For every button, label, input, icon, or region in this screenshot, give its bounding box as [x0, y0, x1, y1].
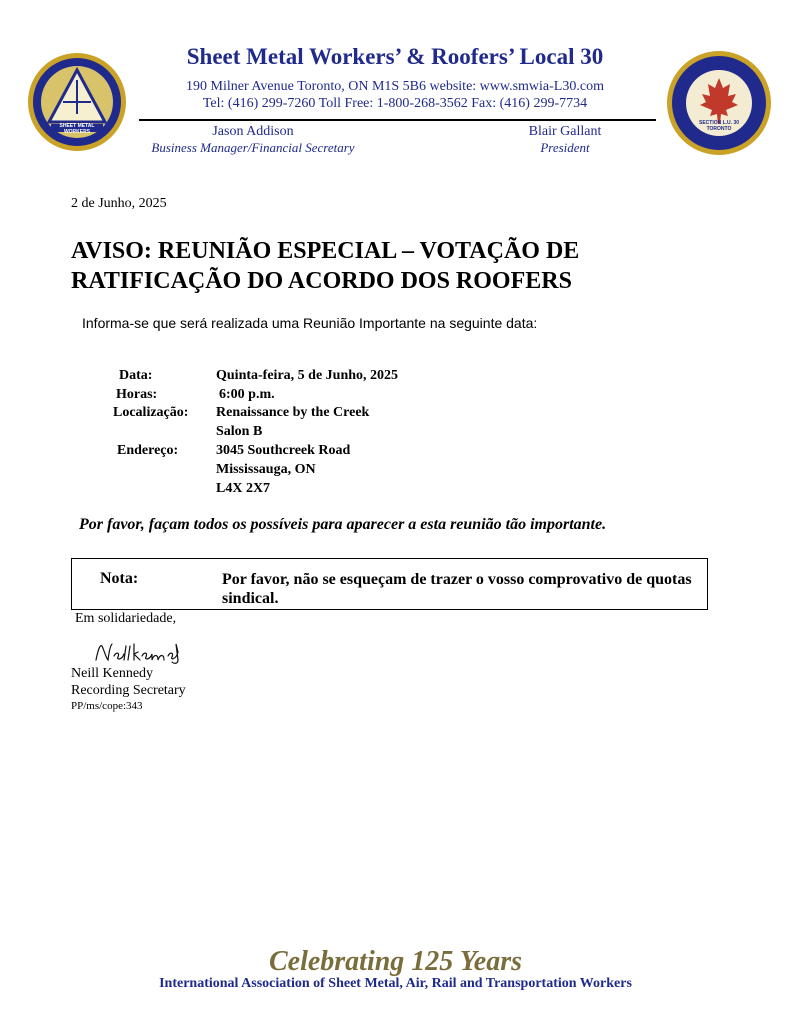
address-line: 3045 Southcreek Road — [216, 443, 351, 458]
note-label: Nota: — [100, 570, 139, 587]
location-label: Localização: — [113, 405, 189, 420]
heading-line: RATIFICAÇÃO DO ACORDO DOS ROOFERS — [71, 268, 572, 294]
header-divider — [139, 119, 656, 121]
officer-title: President — [540, 140, 590, 155]
officer-title: Business Manager/Financial Secretary — [151, 140, 355, 155]
attendance-appeal: Por favor, façam todos os possíveis para aparecer a esta reunião tão importante. — [79, 516, 607, 533]
heading-line: AVISO: REUNIÃO ESPECIAL – VOTAÇÃO DE — [71, 238, 580, 264]
signer-title: Recording Secretary — [71, 683, 186, 698]
signer-name: Neill Kennedy — [71, 666, 154, 681]
organization-address: 190 Milner Avenue Toronto, ON M1S 5B6 website: www.smwia-L30.com — [186, 79, 604, 94]
smw-triangle-logo-icon — [27, 52, 127, 152]
address-line: L4X 2X7 — [216, 481, 271, 496]
anniversary-banner: Celebrating 125 Years — [268, 946, 523, 977]
union-name: International Association of Sheet Metal, Air, Rail and Transportation Workers — [159, 976, 632, 991]
time-label: Horas: — [116, 387, 158, 402]
closing: Em solidariedade, — [75, 611, 177, 626]
address-line: Mississauga, ON — [216, 462, 316, 477]
seal-center-text: SECTION L.U. 30 TORONTO — [699, 120, 740, 132]
room-value: Salon B — [216, 424, 263, 439]
officer-name: Blair Gallant — [528, 124, 602, 139]
officer-business-manager — [138, 124, 368, 156]
date-label: Data: — [119, 368, 153, 383]
intro-text: Informa-se que será realizada uma Reunião Importante na seguinte data: — [82, 315, 538, 331]
officer-name: Jason Addison — [212, 124, 294, 139]
logo-left-text: SHEET METAL WORKERS — [59, 123, 95, 135]
organization-name: Sheet Metal Workers’ & Roofers’ Local 30 — [186, 44, 604, 69]
date-value: Quinta-feira, 5 de Junho, 2025 — [216, 368, 399, 383]
location-value: Renaissance by the Creek — [216, 405, 370, 420]
officer-president — [500, 124, 630, 156]
reference-code: PP/ms/cope:343 — [71, 700, 143, 712]
organization-phones: Tel: (416) 299-7260 Toll Free: 1-800-268-3562 Fax: (416) 299-7734 — [202, 96, 588, 111]
letter-date: 2 de Junho, 2025 — [71, 196, 167, 211]
address-label: Endereço: — [117, 443, 179, 458]
letter-heading — [71, 236, 711, 296]
maple-leaf-seal-icon — [666, 50, 772, 156]
note-text: Por favor, não se esqueçam de trazer o vosso comprovativo de quotas sindical. — [222, 571, 692, 607]
time-value: 6:00 p.m. — [219, 387, 275, 402]
